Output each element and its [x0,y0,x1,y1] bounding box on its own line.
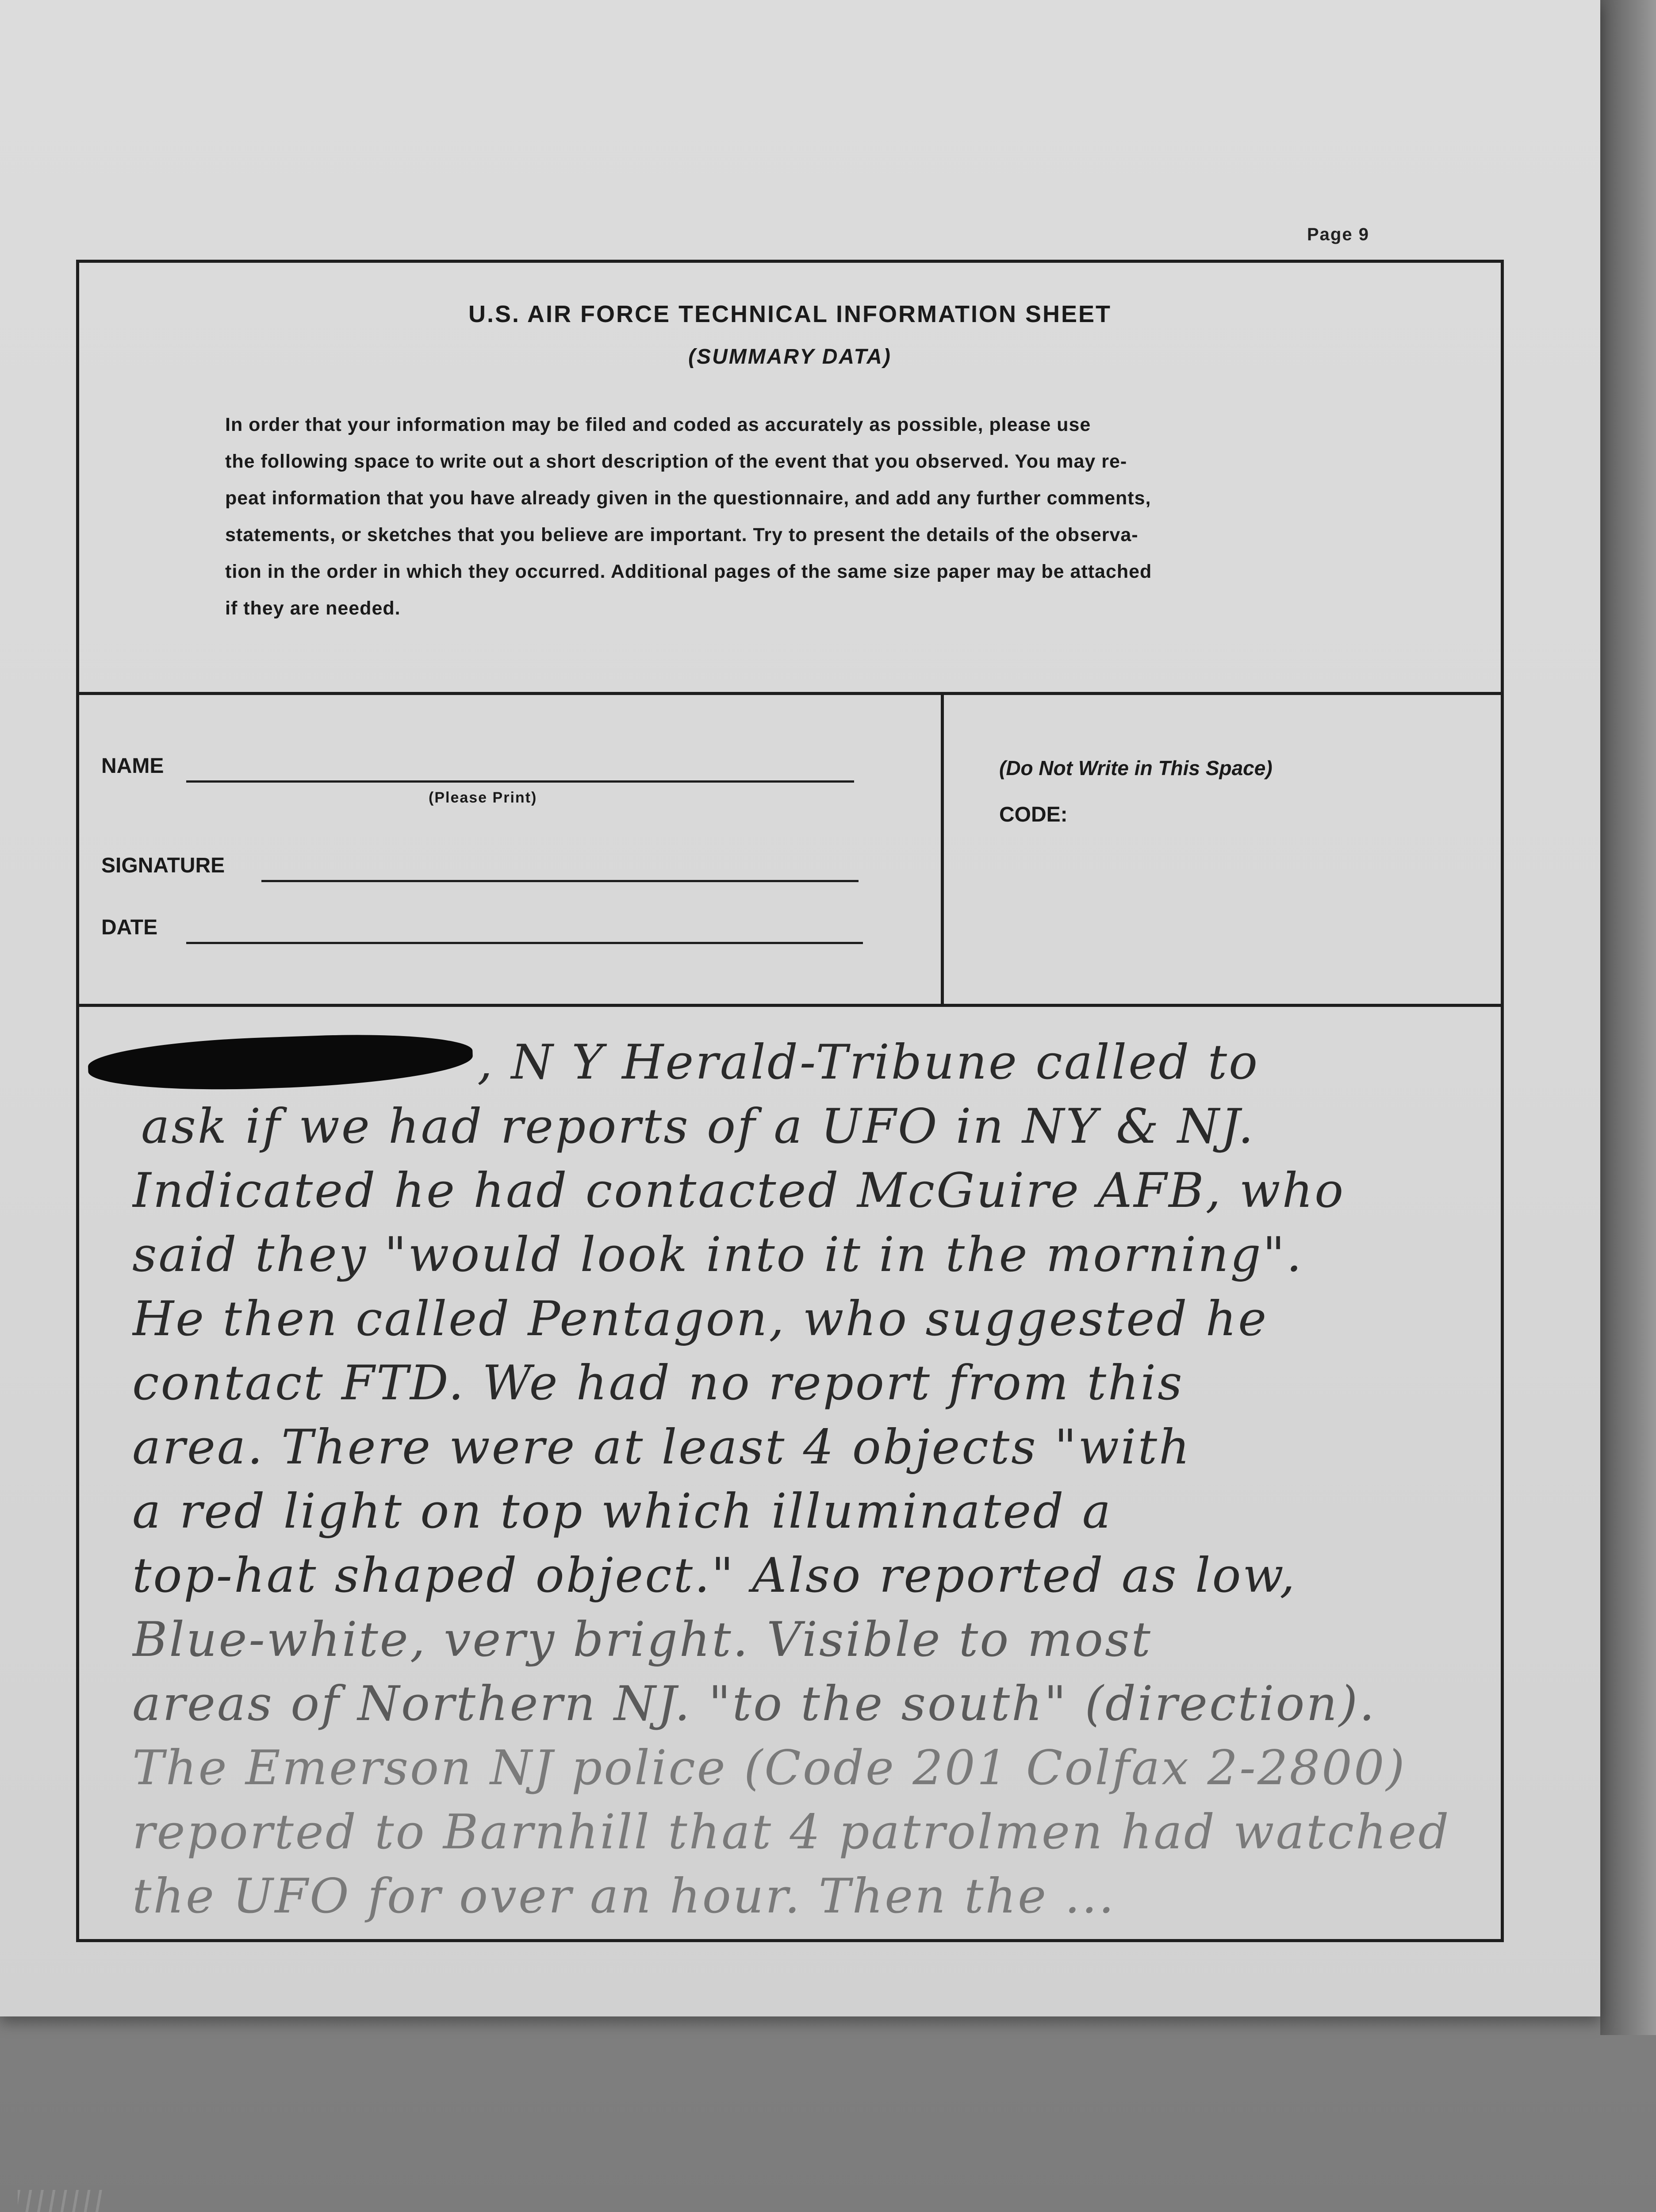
technical-information-form [76,260,1504,1942]
handwritten-line: Blue-white, very bright. Visible to most [132,1612,1152,1667]
handwritten-line: He then called Pentagon, who suggested he [132,1291,1269,1347]
redaction-mark [87,1030,473,1094]
handwritten-line: ask if we had reports of a UFO in NY & NJ. [141,1099,1255,1154]
name-hint: (Please Print) [429,789,537,806]
section-divider [79,692,1501,695]
handwritten-line: contact FTD. We had no report from this [132,1356,1184,1411]
handwritten-line: reported to Barnhill that 4 patrolmen had watched [132,1805,1451,1860]
handwritten-line: said they "would look into it in the morning". [132,1227,1303,1283]
instructions-line: tion in the order in which they occurred. Additional pages of the same size paper may be attached [225,561,1152,582]
instructions-line: if they are needed. [225,598,401,619]
film-streak [18,2190,106,2212]
handwritten-line: Indicated he had contacted McGuire AFB, who [132,1163,1346,1218]
form-subtitle: (SUMMARY DATA) [688,345,892,369]
section-divider [79,1004,1501,1007]
signature-field[interactable] [261,880,859,882]
form-title: U.S. AIR FORCE TECHNICAL INFORMATION SHEET [468,301,1112,327]
page-number: Page 9 [1307,225,1369,244]
page-edge-shadow [1600,0,1656,2035]
office-use-label: (Do Not Write in This Space) [999,757,1273,780]
instructions-line: statements, or sketches that you believe are important. Try to present the details of the observa- [225,524,1138,545]
instructions-line: the following space to write out a short description of the event that you observed. You may re- [225,451,1127,472]
instructions-line: peat information that you have already given in the questionnaire, and add any further comments, [225,488,1151,509]
handwritten-line: top-hat shaped object." Also reported as low, [132,1548,1297,1603]
signature-label: SIGNATURE [101,854,225,877]
date-field[interactable] [186,942,863,944]
code-label: CODE: [999,803,1068,826]
instructions-line: In order that your information may be filed and coded as accurately as possible, please use [225,414,1091,435]
form-instructions [225,407,1464,627]
handwritten-line: areas of Northern NJ. "to the south" (direction). [132,1676,1376,1732]
handwritten-line: area. There were at least 4 objects "with [132,1420,1192,1475]
handwritten-line: , N Y Herald-Tribune called to [477,1035,1260,1090]
date-label: DATE [101,916,158,939]
handwritten-line: a red light on top which illuminated a [132,1484,1113,1539]
column-divider [941,692,944,1006]
name-field[interactable] [186,780,854,783]
handwritten-line: the UFO for over an hour. Then the ... [132,1869,1116,1924]
name-label: NAME [101,754,164,778]
handwritten-line: The Emerson NJ police (Code 201 Colfax 2-2800) [132,1740,1407,1796]
